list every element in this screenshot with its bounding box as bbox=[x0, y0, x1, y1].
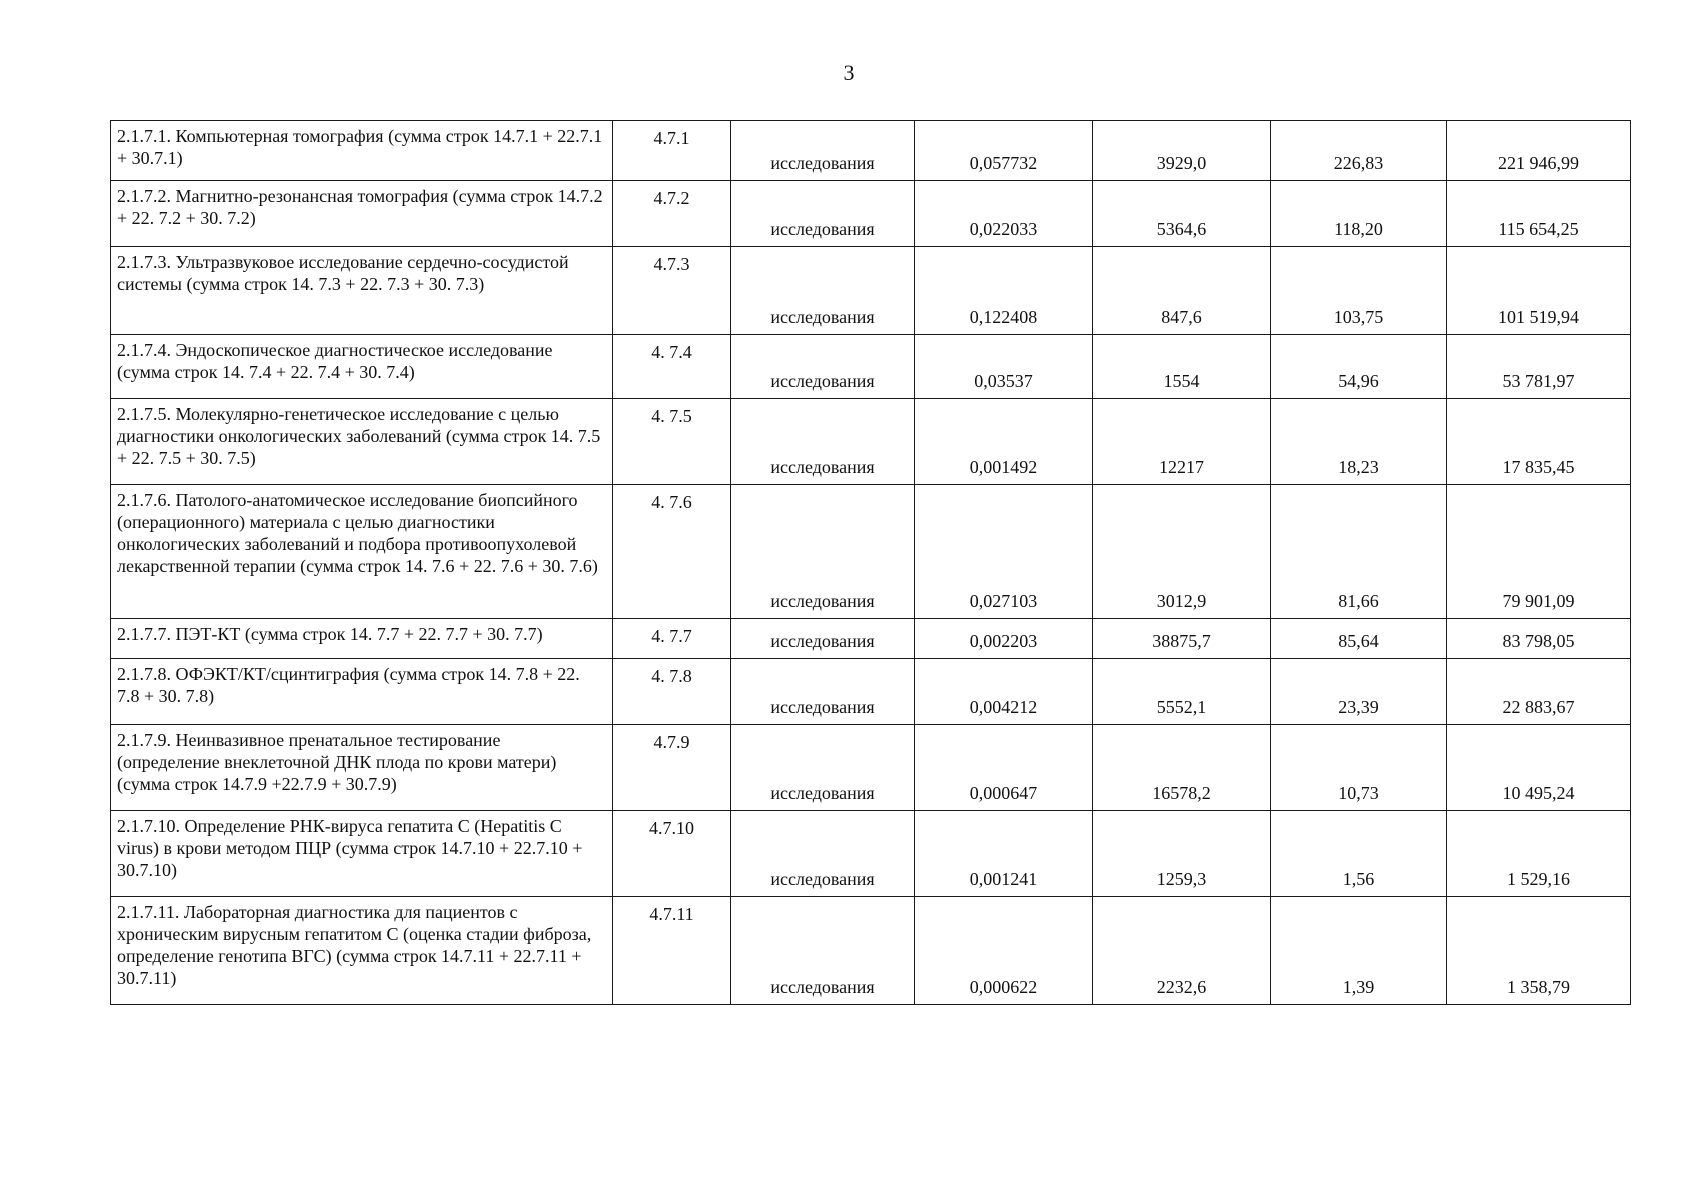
row-cost: 2232,6 bbox=[1093, 897, 1271, 1005]
row-name: 2.1.7.7. ПЭТ-КТ (сумма строк 14. 7.7 + 22. 7.7 + 30. 7.7) bbox=[111, 619, 613, 659]
row-name: 2.1.7.5. Молекулярно-генетическое исследование с целью диагностики онкологических заболеваний (сумма строк 14. 7.5 + 22. 7.5 + 30. 7.5) bbox=[111, 399, 613, 485]
row-norm: 0,001241 bbox=[915, 811, 1093, 897]
row-name: 2.1.7.10. Определение РНК-вируса гепатита С (Hepatitis C virus) в крови методом ПЦР (сумма строк 14.7.10 + 22.7.10 + 30.7.10) bbox=[111, 811, 613, 897]
row-total: 83 798,05 bbox=[1447, 619, 1631, 659]
row-total: 10 495,24 bbox=[1447, 725, 1631, 811]
table-row bbox=[111, 399, 1631, 485]
row-name: 2.1.7.8. ОФЭКТ/КТ/сцинтиграфия (сумма строк 14. 7.8 + 22. 7.8 + 30. 7.8) bbox=[111, 659, 613, 725]
row-code: 4. 7.6 bbox=[613, 485, 731, 619]
row-cost: 12217 bbox=[1093, 399, 1271, 485]
row-per-capita: 118,20 bbox=[1271, 181, 1447, 247]
table-row bbox=[111, 811, 1631, 897]
table-row bbox=[111, 725, 1631, 811]
row-unit: исследования bbox=[731, 725, 915, 811]
row-unit: исследования bbox=[731, 619, 915, 659]
table-row bbox=[111, 181, 1631, 247]
row-norm: 0,03537 bbox=[915, 335, 1093, 399]
row-cost: 3929,0 bbox=[1093, 121, 1271, 181]
diagnostic-studies-table bbox=[110, 120, 1631, 1005]
row-total: 79 901,09 bbox=[1447, 485, 1631, 619]
row-unit: исследования bbox=[731, 181, 915, 247]
row-code: 4.7.3 bbox=[613, 247, 731, 335]
table-row bbox=[111, 247, 1631, 335]
row-norm: 0,027103 bbox=[915, 485, 1093, 619]
row-unit: исследования bbox=[731, 335, 915, 399]
table-row bbox=[111, 659, 1631, 725]
row-norm: 0,004212 bbox=[915, 659, 1093, 725]
row-total: 22 883,67 bbox=[1447, 659, 1631, 725]
row-code: 4.7.9 bbox=[613, 725, 731, 811]
row-cost: 5364,6 bbox=[1093, 181, 1271, 247]
row-norm: 0,000622 bbox=[915, 897, 1093, 1005]
row-norm: 0,122408 bbox=[915, 247, 1093, 335]
row-per-capita: 23,39 bbox=[1271, 659, 1447, 725]
row-total: 17 835,45 bbox=[1447, 399, 1631, 485]
row-norm: 0,057732 bbox=[915, 121, 1093, 181]
row-name: 2.1.7.1. Компьютерная томография (сумма строк 14.7.1 + 22.7.1 + 30.7.1) bbox=[111, 121, 613, 181]
row-total: 1 358,79 bbox=[1447, 897, 1631, 1005]
row-unit: исследования bbox=[731, 399, 915, 485]
row-cost: 5552,1 bbox=[1093, 659, 1271, 725]
row-name: 2.1.7.3. Ультразвуковое исследование сердечно-сосудистой системы (сумма строк 14. 7.3 + 22. 7.3 + 30. 7.3) bbox=[111, 247, 613, 335]
row-total: 53 781,97 bbox=[1447, 335, 1631, 399]
row-cost: 1554 bbox=[1093, 335, 1271, 399]
row-cost: 1259,3 bbox=[1093, 811, 1271, 897]
row-norm: 0,001492 bbox=[915, 399, 1093, 485]
row-per-capita: 85,64 bbox=[1271, 619, 1447, 659]
row-code: 4. 7.8 bbox=[613, 659, 731, 725]
row-code: 4.7.10 bbox=[613, 811, 731, 897]
row-total: 115 654,25 bbox=[1447, 181, 1631, 247]
row-name: 2.1.7.4. Эндоскопическое диагностическое исследование (сумма строк 14. 7.4 + 22. 7.4 + 30. 7.4) bbox=[111, 335, 613, 399]
page-number: 3 bbox=[843, 60, 855, 85]
row-norm: 0,000647 bbox=[915, 725, 1093, 811]
table-row bbox=[111, 619, 1631, 659]
table-row bbox=[111, 335, 1631, 399]
row-code: 4. 7.7 bbox=[613, 619, 731, 659]
row-per-capita: 1,56 bbox=[1271, 811, 1447, 897]
row-name: 2.1.7.11. Лабораторная диагностика для пациентов с хроническим вирусным гепатитом С (оценка стадии фиброза, определение генотипа ВГС) (сумма строк 14.7.11 + 22.7.11 + 30.7.11) bbox=[111, 897, 613, 1005]
row-per-capita: 10,73 bbox=[1271, 725, 1447, 811]
row-per-capita: 226,83 bbox=[1271, 121, 1447, 181]
row-cost: 38875,7 bbox=[1093, 619, 1271, 659]
row-name: 2.1.7.2. Магнитно-резонансная томография (сумма строк 14.7.2 + 22. 7.2 + 30. 7.2) bbox=[111, 181, 613, 247]
row-unit: исследования bbox=[731, 659, 915, 725]
row-per-capita: 1,39 bbox=[1271, 897, 1447, 1005]
row-name: 2.1.7.6. Патолого-анатомическое исследование биопсийного (операционного) материала с целью диагностики онкологических заболеваний и подбора противоопухолевой лекарственной терапии (сумма строк 14. 7.6 + 22. 7.6 + 30. 7.6) bbox=[111, 485, 613, 619]
table-row bbox=[111, 485, 1631, 619]
row-cost: 3012,9 bbox=[1093, 485, 1271, 619]
row-unit: исследования bbox=[731, 811, 915, 897]
row-unit: исследования bbox=[731, 247, 915, 335]
row-code: 4.7.11 bbox=[613, 897, 731, 1005]
row-name: 2.1.7.9. Неинвазивное пренатальное тестирование (определение внеклеточной ДНК плода по крови матери) (сумма строк 14.7.9 +22.7.9 + 30.7.9) bbox=[111, 725, 613, 811]
row-cost: 847,6 bbox=[1093, 247, 1271, 335]
row-per-capita: 103,75 bbox=[1271, 247, 1447, 335]
row-total: 221 946,99 bbox=[1447, 121, 1631, 181]
row-total: 1 529,16 bbox=[1447, 811, 1631, 897]
row-per-capita: 81,66 bbox=[1271, 485, 1447, 619]
row-per-capita: 18,23 bbox=[1271, 399, 1447, 485]
row-code: 4.7.1 bbox=[613, 121, 731, 181]
table-row bbox=[111, 897, 1631, 1005]
row-unit: исследования bbox=[731, 485, 915, 619]
row-cost: 16578,2 bbox=[1093, 725, 1271, 811]
row-unit: исследования bbox=[731, 121, 915, 181]
row-code: 4. 7.4 bbox=[613, 335, 731, 399]
row-code: 4. 7.5 bbox=[613, 399, 731, 485]
row-total: 101 519,94 bbox=[1447, 247, 1631, 335]
row-unit: исследования bbox=[731, 897, 915, 1005]
row-per-capita: 54,96 bbox=[1271, 335, 1447, 399]
row-code: 4.7.2 bbox=[613, 181, 731, 247]
table-row bbox=[111, 121, 1631, 181]
row-norm: 0,002203 bbox=[915, 619, 1093, 659]
row-norm: 0,022033 bbox=[915, 181, 1093, 247]
